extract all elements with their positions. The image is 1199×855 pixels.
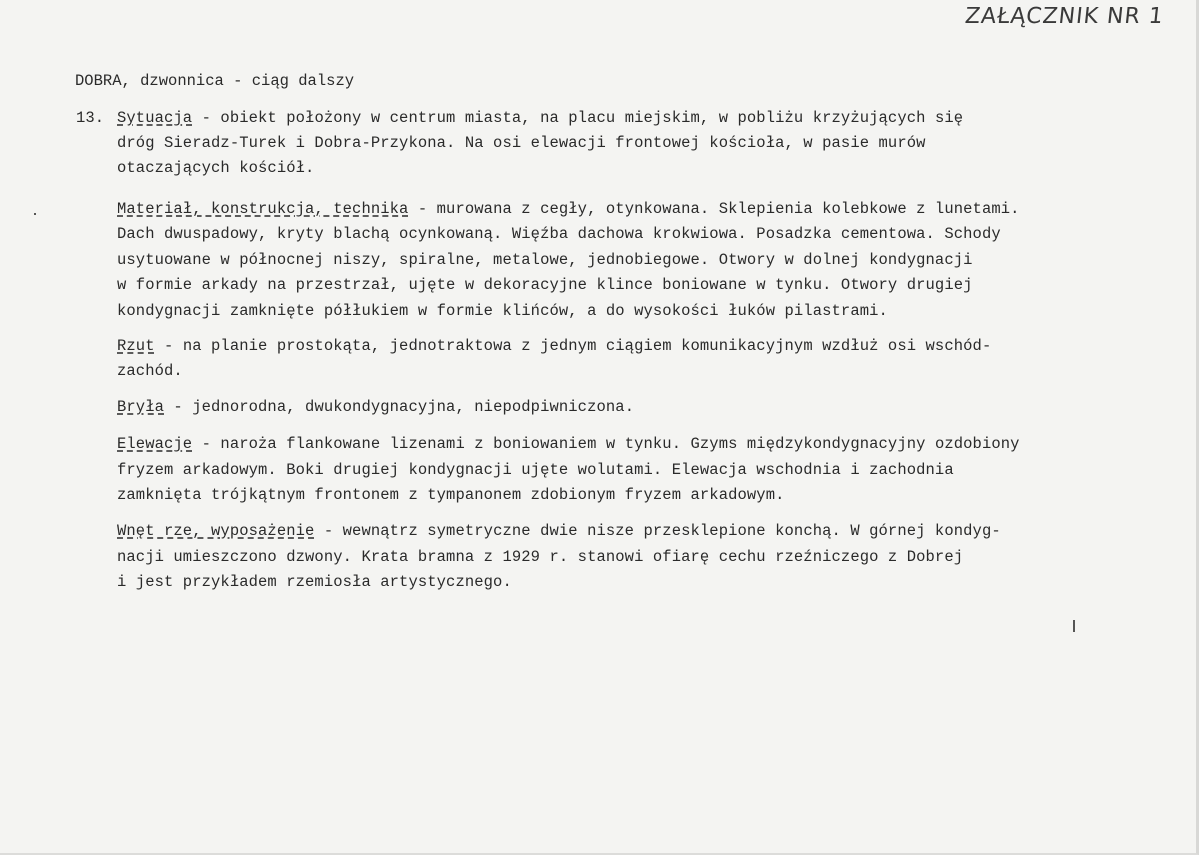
section-sytuacja-line-3: otaczających kościół. xyxy=(117,159,315,177)
stray-mark xyxy=(1073,620,1075,632)
section-elewacje-line-1: Elewacje - naroża flankowane lizenami z boniowaniem w tynku. Gzyms międzykondygnacyjny ozdobiony xyxy=(117,435,1020,453)
section-material-line-2: Dach dwuspadowy, kryty blachą ocynkowaną. Więźba dachowa krokwiowa. Posadzka cementowa. Schody xyxy=(117,225,1001,243)
section-heading: Bryła xyxy=(117,398,165,416)
section-wnetrze-line-3: i jest przykładem rzemiosła artystycznego. xyxy=(117,573,512,591)
section-wnetrze-line-1: Wnęt rze, wyposażenie - wewnątrz symetryczne dwie nisze przesklepione konchą. W górnej kondyg- xyxy=(117,522,1001,540)
section-heading: Rzut xyxy=(117,337,155,355)
section-rzut-line-1: Rzut - na planie prostokąta, jednotraktowa z jednym ciągiem komunikacyjnym wzdłuż osi wschód- xyxy=(117,337,992,355)
stray-dot xyxy=(34,213,36,215)
section-bryla-line-1: Bryła - jednorodna, dwukondygnacyjna, niepodpiwniczona. xyxy=(117,398,635,416)
item-number: 13. xyxy=(76,109,105,127)
section-heading: Materiał, konstrukcja, technika xyxy=(117,200,409,218)
section-elewacje-line-3: zamknięta trójkątnym frontonem z tympanonem zdobionym fryzem arkadowym. xyxy=(117,486,785,504)
section-material-line-5: kondygnacji zamknięte półłukiem w formie klińców, a do wysokości łuków pilastrami. xyxy=(117,302,888,320)
section-material-line-1: Materiał, konstrukcja, technika - murowana z cegły, otynkowana. Sklepienia kolebkowe z lunetami. xyxy=(117,200,1020,218)
section-heading: Elewacje xyxy=(117,435,193,453)
section-elewacje-line-2: fryzem arkadowym. Boki drugiej kondygnacji ujęte wolutami. Elewacja wschodnia i zachodnia xyxy=(117,461,954,479)
handwritten-annotation: ZAŁĄCZNIK NR 1 xyxy=(963,4,1166,29)
section-wnetrze-line-2: nacji umieszczono dzwony. Krata bramna z 1929 r. stanowi ofiarę cechu rzeźniczego z Dobrej xyxy=(117,548,964,566)
document-header: DOBRA, dzwonnica - ciąg dalszy xyxy=(75,72,355,90)
section-material-line-3: usytuowane w północnej niszy, spiralne, metalowe, jednobiegowe. Otwory w dolnej kondygnacji xyxy=(117,251,973,269)
section-sytuacja-line-1: Sytuacja - obiekt położony w centrum miasta, na placu miejskim, w pobliżu krzyżujących się xyxy=(117,109,964,127)
section-heading: Wnęt rze, wyposażenie xyxy=(117,522,315,540)
section-heading: Sytuacja xyxy=(117,109,193,127)
section-material-line-4: w formie arkady na przestrzał, ujęte w dekoracyjne klince boniowane w tynku. Otwory drugiej xyxy=(117,276,973,294)
section-rzut-line-2: zachód. xyxy=(117,362,183,380)
section-sytuacja-line-2: dróg Sieradz-Turek i Dobra-Przykona. Na osi elewacji frontowej kościoła, w pasie murów xyxy=(117,134,926,152)
